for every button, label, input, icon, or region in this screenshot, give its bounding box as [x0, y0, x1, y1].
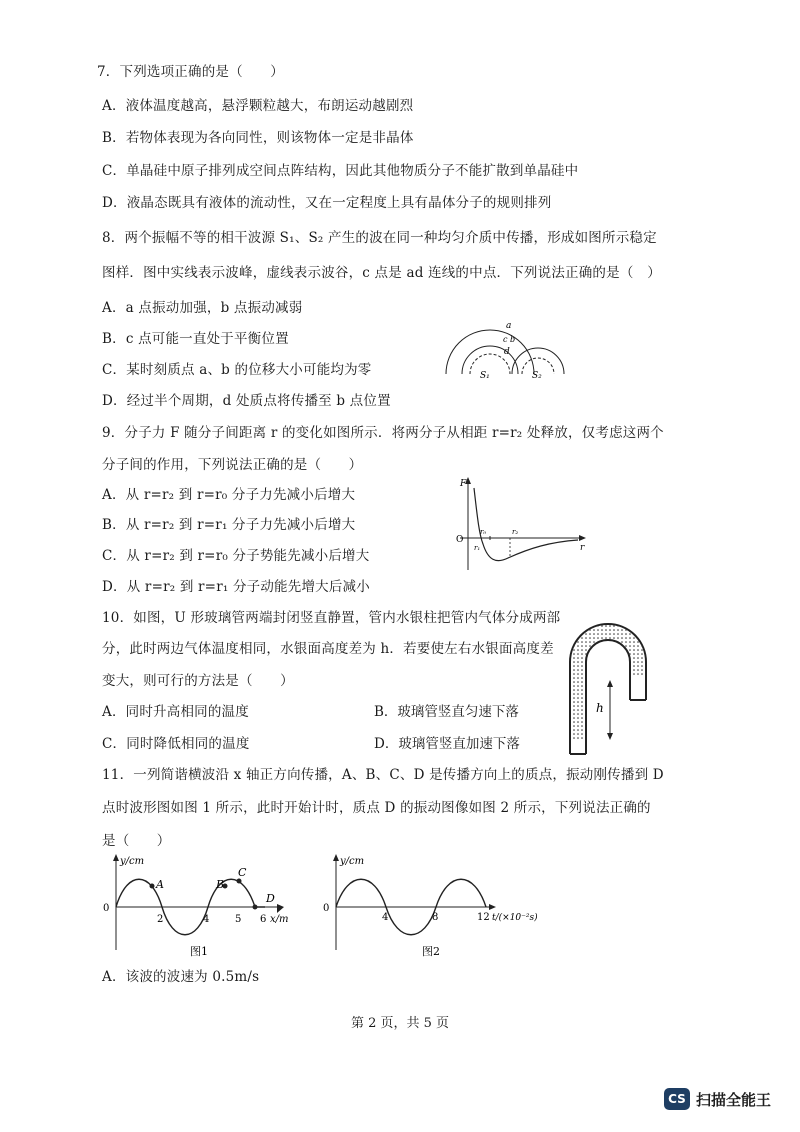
fig1-ylabel: y/cm: [120, 856, 145, 867]
camscanner-logo-icon: CS: [664, 1088, 690, 1110]
fig1-tick-4: 4: [203, 914, 210, 925]
q10-option-c: C．同时降低相同的温度: [102, 736, 250, 752]
fig1-origin: 0: [103, 903, 110, 914]
q10-option-b: B．玻璃管竖直匀速下落: [374, 704, 519, 720]
q11-option-a: A．该波的波速为 0.5m/s: [102, 969, 260, 985]
q8-interference-figure: [440, 316, 570, 382]
q11-figure-2-vibration: [320, 850, 560, 960]
fig2-caption: 图2: [422, 945, 440, 958]
q10-u-tube-figure: [560, 616, 656, 760]
q9-option-a: A．从 r=r₂ 到 r=r₀ 分子力先减小后增大: [102, 487, 356, 503]
r0-label: r₀: [480, 528, 487, 536]
q11-stem-line1: 11．一列简谐横波沿 x 轴正方向传播，A、B、C、D 是传播方向上的质点，振动刚传播到 D: [102, 767, 664, 783]
scanner-app-name: 扫描全能王: [696, 1090, 772, 1109]
q11-figure-1-waveform: [100, 850, 300, 960]
q11-stem-line3: 是（ ）: [102, 833, 171, 849]
origin-label: O: [456, 535, 464, 545]
q7-option-c: C．单晶硅中原子排列成空间点阵结构，因此其他物质分子不能扩散到单晶硅中: [102, 163, 579, 179]
fig1-caption: 图1: [190, 945, 208, 958]
fig1-point-a: [150, 884, 155, 889]
point-a-label: a: [506, 321, 512, 331]
h-label: h: [596, 701, 604, 715]
fig2-tick-8: 8: [432, 912, 439, 923]
s1-crest-arc-outer: [446, 330, 534, 374]
point-b-label: b: [510, 335, 516, 344]
point-c-label: c: [503, 335, 508, 344]
q7-option-d: D．液晶态既具有液体的流动性，又在一定程度上具有晶体分子的规则排列: [102, 195, 552, 211]
s2-label: S₂: [532, 371, 542, 381]
fig2-xlabel: t/(×10⁻²s): [492, 913, 538, 923]
q9-stem-line2: 分子间的作用，下列说法正确的是（ ）: [102, 457, 363, 473]
q8-option-c: C．某时刻质点 a、b 的位移大小可能均为零: [102, 362, 372, 378]
q9-option-b: B．从 r=r₂ 到 r=r₁ 分子力先减小后增大: [102, 517, 356, 533]
s1-label: S₁: [480, 371, 490, 381]
fig1-label-c: C: [238, 866, 247, 879]
fig2-tick-4: 4: [382, 912, 389, 923]
q9-force-figure: [450, 474, 590, 574]
q10-stem-line3: 变大，则可行的方法是（ ）: [102, 673, 294, 689]
q11-stem-line2: 点时波形图如图 1 所示，此时开始计时，质点 D 的振动图像如图 2 所示，下列说法正确的: [102, 800, 651, 816]
force-curve: [474, 488, 578, 561]
q10-stem-line1: 10．如图，U 形玻璃管两端封闭竖直静置，管内水银柱把管内气体分成两部: [102, 610, 561, 626]
q8-option-d: D．经过半个周期，d 处质点将传播至 b 点位置: [102, 393, 391, 409]
r-label: r: [580, 543, 585, 553]
fig1-tick-2: 2: [157, 914, 164, 925]
q8-stem-line1: 8．两个振幅不等的相干波源 S₁、S₂ 产生的波在同一种均匀介质中传播，形成如图所示稳定: [102, 230, 657, 246]
q7-stem: 7．下列选项正确的是（ ）: [97, 64, 284, 80]
q10-option-d: D．玻璃管竖直加速下落: [374, 736, 520, 752]
F-label: F: [460, 479, 467, 489]
fig1-tick-6: 6: [260, 914, 267, 925]
q10-option-a: A．同时升高相同的温度: [102, 704, 249, 720]
fig1-label-a: A: [156, 878, 164, 891]
q8-option-b: B．c 点可能一直处于平衡位置: [102, 331, 289, 347]
fig2-origin: 0: [323, 903, 330, 914]
mercury-column: [571, 625, 645, 740]
s1-trough-arc: [470, 354, 510, 374]
q9-option-d: D．从 r=r₂ 到 r=r₁ 分子动能先增大后减小: [102, 579, 370, 595]
point-d-label: d: [504, 347, 510, 357]
page-footer: 第 2 页，共 5 页: [350, 1016, 450, 1031]
q9-stem-line1: 9．分子力 F 随分子间距离 r 的变化如图所示．将两分子从相距 r=r₂ 处释放，仅考虑这两个: [102, 425, 664, 441]
r2-label: r₂: [512, 528, 519, 536]
r1-label: r₁: [474, 544, 481, 552]
q7-option-b: B．若物体表现为各向同性，则该物体一定是非晶体: [102, 130, 414, 146]
fig1-point-d: [253, 905, 258, 910]
fig1-label-d: D: [266, 892, 275, 905]
q8-option-a: A．a 点振动加强，b 点振动减弱: [102, 300, 303, 316]
q8-stem-line2: 图样．图中实线表示波峰，虚线表示波谷，c 点是 ad 连线的中点．下列说法正确的是（ ）: [102, 265, 661, 281]
q7-option-a: A．液体温度越高，悬浮颗粒越大，布朗运动越剧烈: [102, 98, 414, 114]
fig1-label-b: B: [216, 878, 225, 891]
u-tube-inner: [586, 640, 630, 754]
fig1-xlabel: x/m: [270, 914, 289, 925]
fig1-point-c: [237, 879, 242, 884]
scanner-watermark: [664, 1088, 771, 1110]
q10-stem-line2: 分，此时两边气体温度相同，水银面高度差为 h．若要使左右水银面高度差: [102, 641, 554, 657]
fig1-tick-5: 5: [235, 914, 242, 925]
fig2-tick-12: 12: [477, 912, 490, 923]
fig2-ylabel: y/cm: [340, 856, 365, 867]
q9-option-c: C．从 r=r₂ 到 r=r₀ 分子势能先减小后增大: [102, 548, 370, 564]
